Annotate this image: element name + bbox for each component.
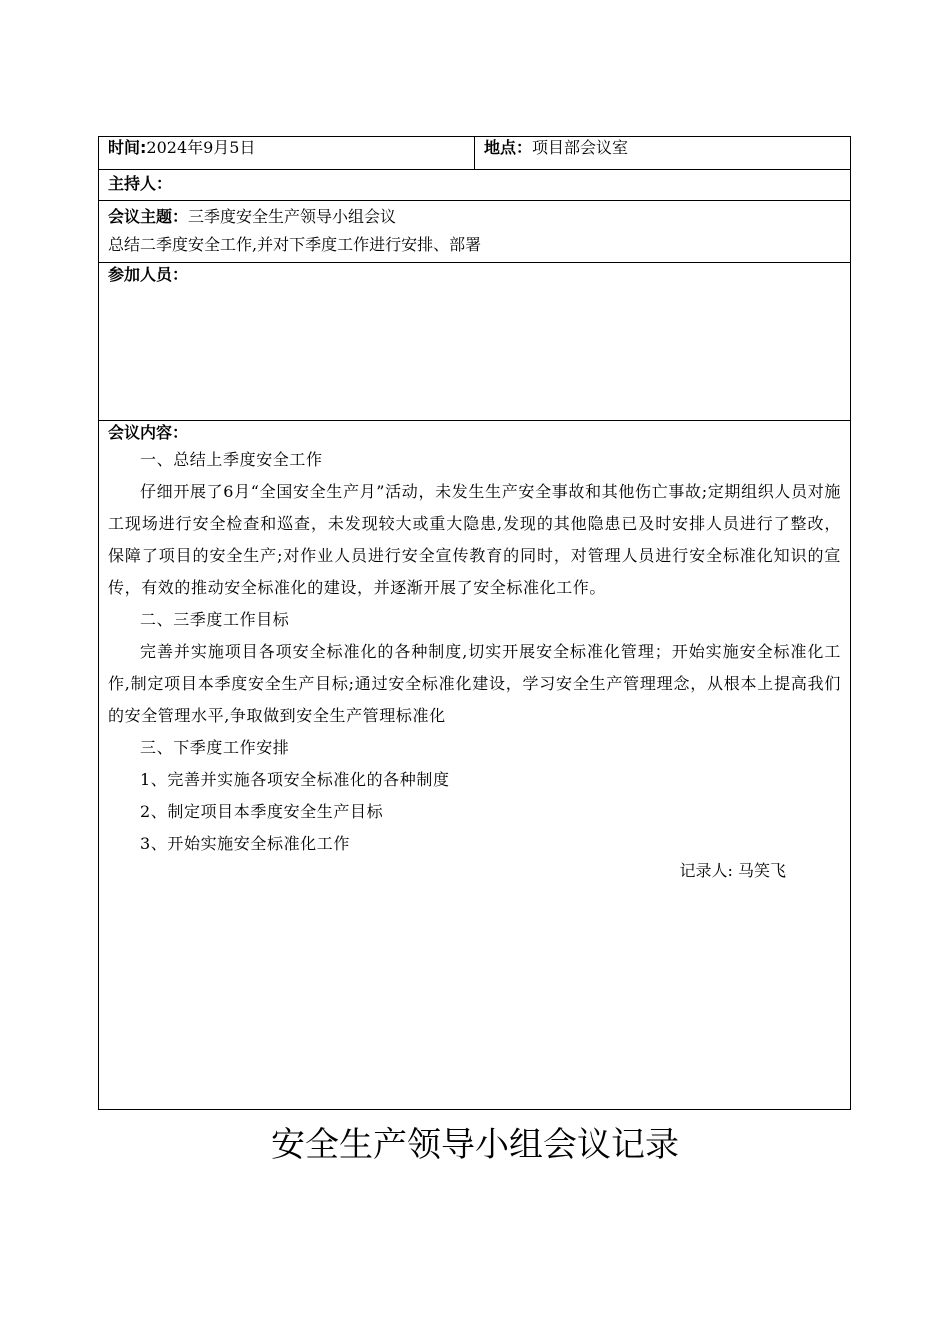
content-row (99, 421, 850, 1109)
meeting-record-form (98, 136, 851, 1110)
time-place-row (99, 137, 850, 170)
recorder: 记录人: 马笑飞 (679, 861, 786, 880)
section1-body: 仔细开展了6月“全国安全生产月”活动，未发生生产安全事故和其他伤亡事故;定期组织人员对施工现场进行安全检查和巡查，未发现较大或重大隐患,发现的其他隐患已及时安排人员进行了整改，保障了项目的安全生产;对作业人员进行安全宣传教育的同时，对管理人员进行安全标准化知识的宣传，有效的推动安全标准化的建设，并逐渐开展了安全标准化工作。 (108, 482, 841, 597)
list-item: 3、开始实施安全标准化工作 (140, 834, 350, 853)
attendees-row (99, 263, 850, 421)
topic-row (99, 201, 850, 263)
time-value: 2024年9月5日 (146, 138, 256, 157)
section1-heading: 一、总结上季度安全工作 (140, 450, 323, 469)
place-label: 地点： (484, 138, 533, 157)
content-label: 会议内容： (108, 423, 189, 442)
time-cell (99, 137, 475, 169)
section3-heading: 三、下季度工作安排 (140, 738, 290, 757)
attendees-label: 参加人员： (108, 265, 189, 284)
topic-line (108, 203, 841, 231)
host-label: 主持人： (108, 174, 173, 193)
document-title: 安全生产领导小组会议记录 (271, 1125, 679, 1165)
list-item: 1、完善并实施各项安全标准化的各种制度 (140, 770, 450, 789)
topic-label: 会议主题： (108, 207, 189, 226)
section2-body: 完善并实施项目各项安全标准化的各种制度,切实开展安全标准化管理；开始实施安全标准化工作,制定项目本季度安全生产目标;通过安全标准化建设，学习安全生产管理理念，从根本上提高我们的安全管理水平,争取做到安全生产管理标准化 (108, 642, 841, 725)
time-label: 时间: (108, 138, 147, 157)
place-value: 项目部会议室 (532, 138, 629, 157)
list-item: 2、制定项目本季度安全生产目标 (140, 802, 384, 821)
host-row (99, 170, 850, 201)
section2-heading: 二、三季度工作目标 (140, 610, 290, 629)
topic-value: 三季度安全生产领导小组会议 (188, 207, 397, 226)
place-cell (475, 137, 850, 169)
topic-summary: 总结二季度安全工作,并对下季度工作进行安排、部署 (108, 235, 482, 254)
